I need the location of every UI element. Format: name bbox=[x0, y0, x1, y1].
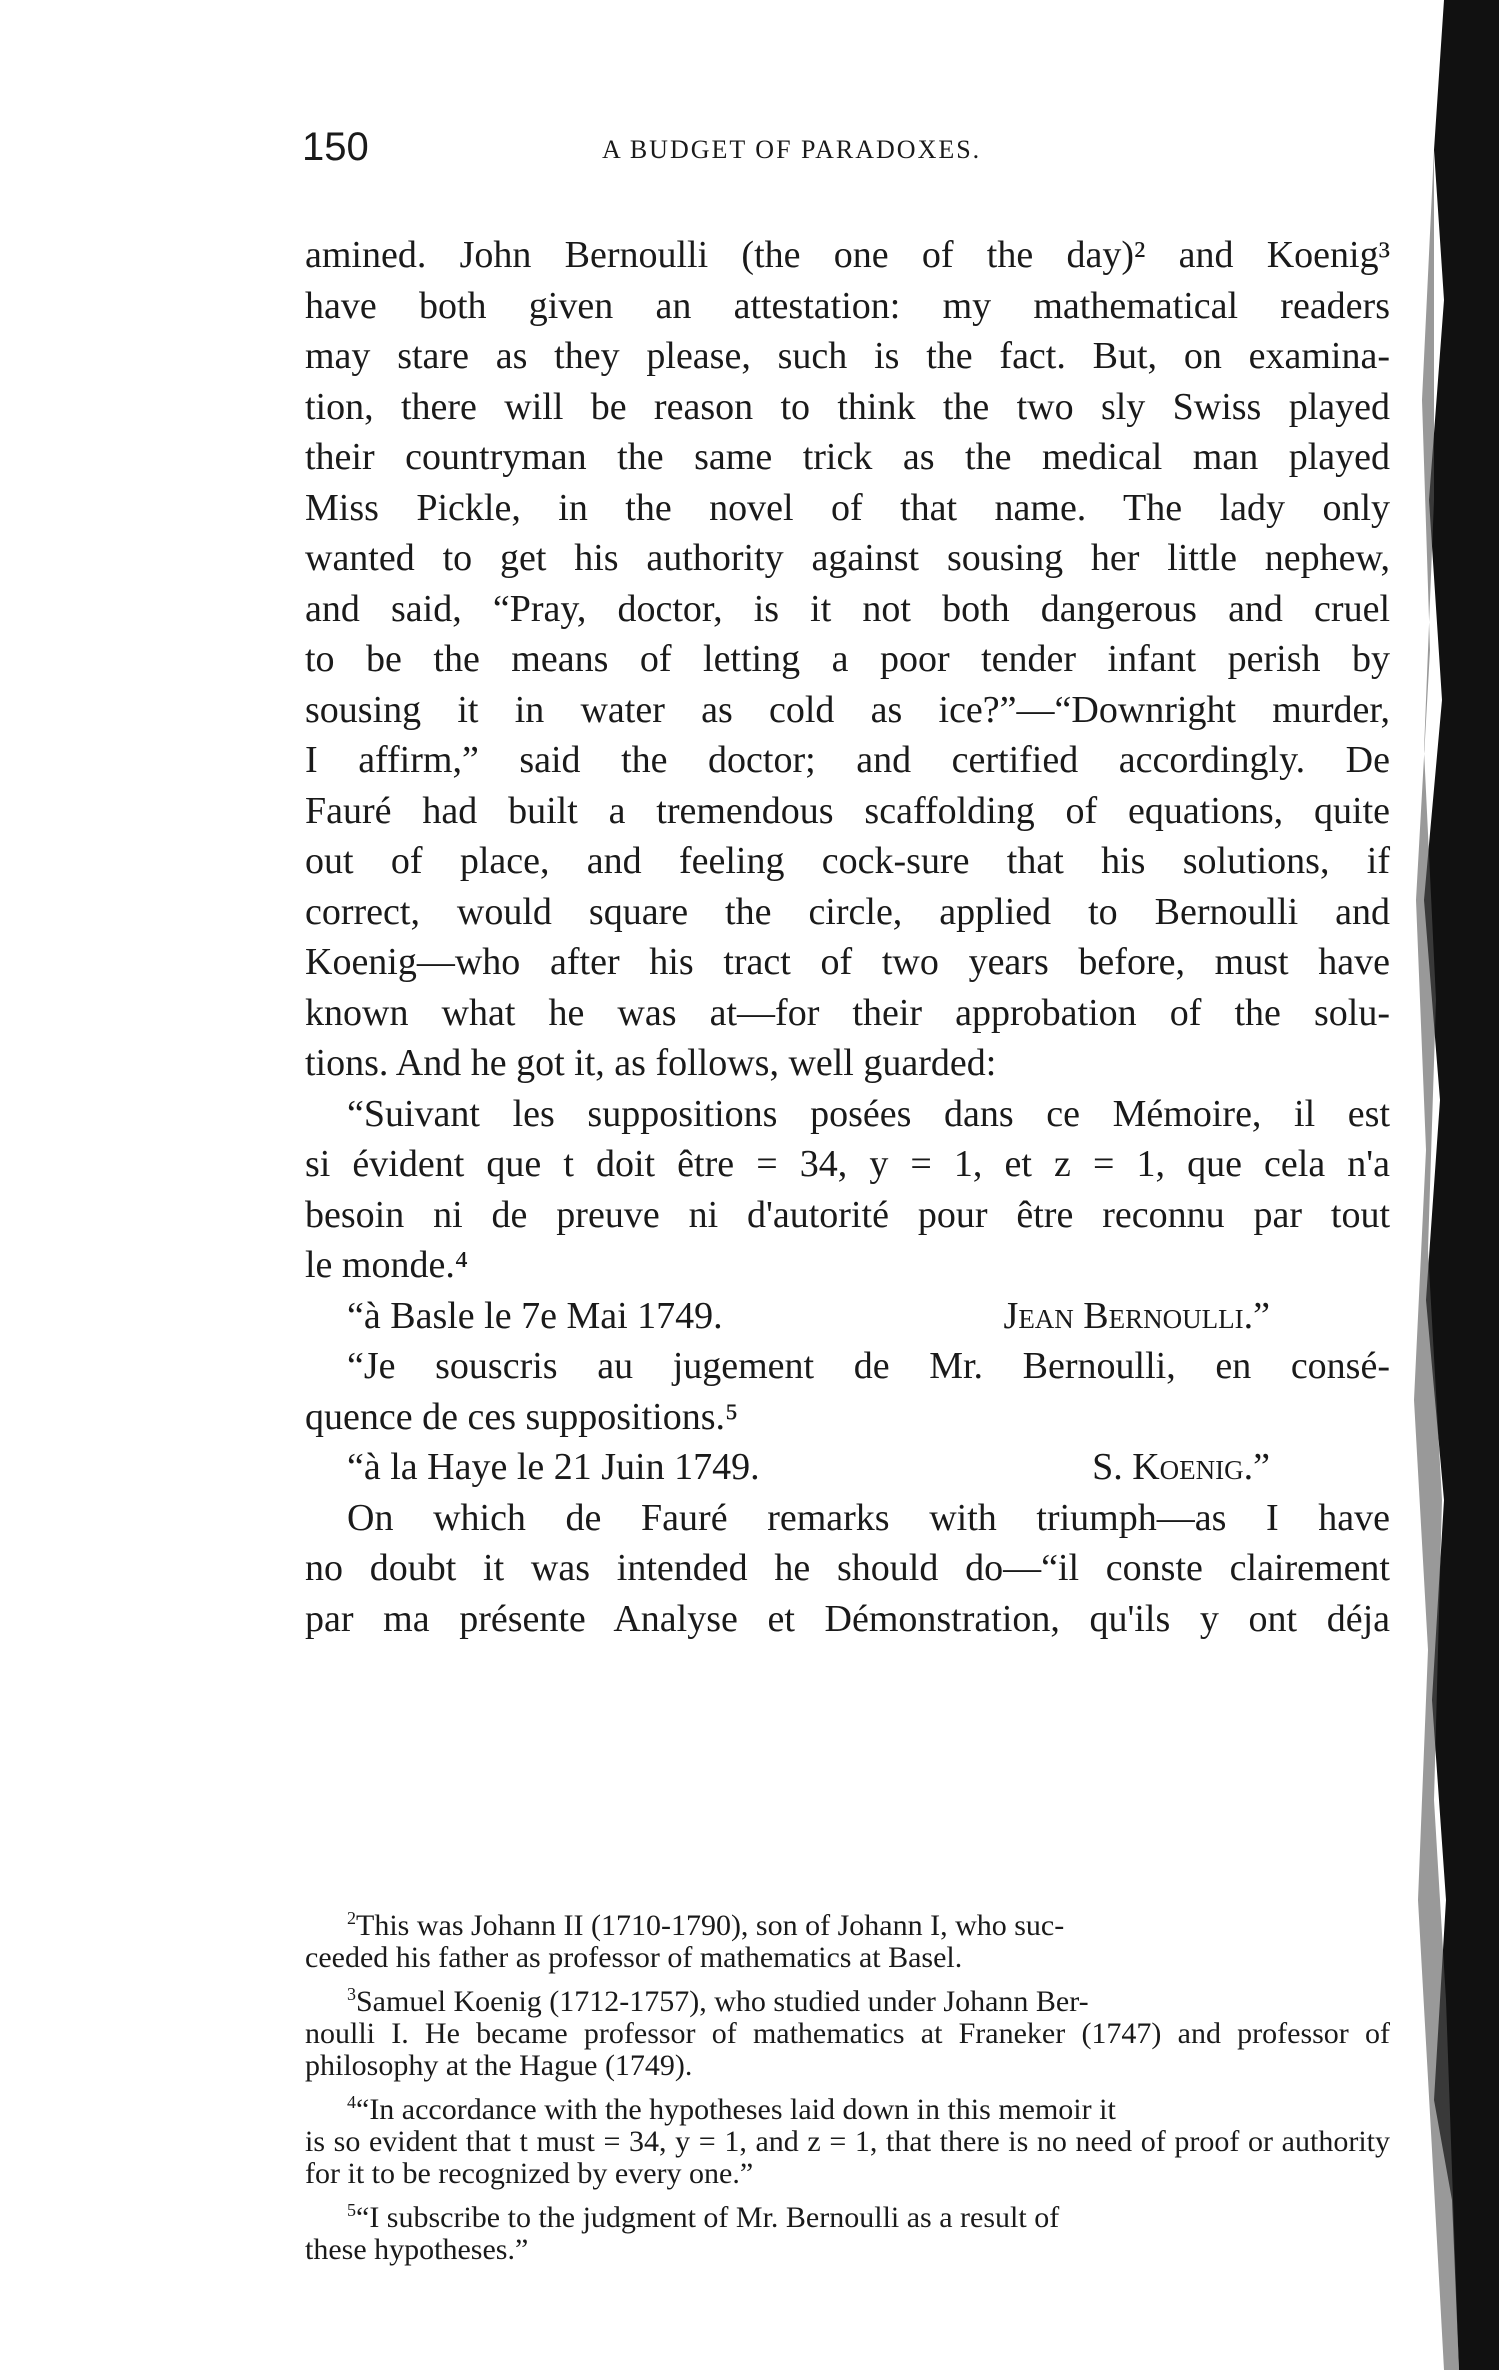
signature-place: “à Basle le 7e Mai 1749. bbox=[347, 1294, 723, 1337]
signature-place: “à la Haye le 21 Juin 1749. bbox=[347, 1446, 760, 1488]
text-line: par ma présente Analyse et Démonstration, qu'ils y ont déja bbox=[305, 1597, 1390, 1640]
text-line: correct, would square the circle, applied to Bernoulli and bbox=[305, 890, 1390, 933]
footnote-text: these hypotheses.” bbox=[305, 2233, 529, 2266]
footnote-text: Samuel Koenig (1712-1757), who studied under Johann Ber- bbox=[356, 1985, 1089, 2018]
text-line: tion, there will be reason to think the two sly Swiss played bbox=[305, 385, 1390, 428]
text-line: “Je souscris au jugement de Mr. Bernoulli, en consé- bbox=[347, 1345, 1390, 1387]
text-line: no doubt it was intended he should do—“il conste clairement bbox=[305, 1547, 1390, 1589]
text-line: le monde.⁴ bbox=[305, 1244, 469, 1286]
footnote-text: is so evident that t must = 34, y = 1, and z = 1, that there is no need of proof or authority for it to be recognized by every one.” bbox=[305, 2125, 1390, 2190]
page-header bbox=[302, 125, 1402, 175]
signature-name: S. Koenig.” bbox=[1092, 1446, 1270, 1488]
text-line: and said, “Pray, doctor, is it not both dangerous and cruel bbox=[305, 587, 1390, 630]
text-line: have both given an attestation: my mathematical readers bbox=[305, 284, 1390, 327]
text-line: On which de Fauré remarks with triumph—as I have bbox=[347, 1496, 1390, 1539]
text-line: may stare as they please, such is the fact. But, on examina- bbox=[305, 335, 1390, 377]
text-line: tions. And he got it, as follows, well guarded: bbox=[305, 1042, 997, 1084]
text-line: quence de ces suppositions.⁵ bbox=[305, 1395, 739, 1438]
text-line: si évident que t doit être = 34, y = 1, et z = 1, que cela n'a bbox=[305, 1143, 1390, 1185]
footnote-text: noulli I. He became professor of mathematics at Franeker (1747) and professor of philosophy at the Hague (1749). bbox=[305, 2017, 1390, 2082]
text-line: wanted to get his authority against sousing her little nephew, bbox=[305, 537, 1390, 579]
footnote bbox=[305, 2202, 1390, 2266]
text-line: amined. John Bernoulli (the one of the day)² and Koenig³ bbox=[305, 234, 1390, 276]
signature-koenig bbox=[305, 1442, 1390, 1493]
footnote-mark: 4 bbox=[347, 2092, 356, 2112]
footnote-text: ceeded his father as professor of mathematics at Basel. bbox=[305, 1941, 963, 1974]
running-head: A BUDGET OF PARADOXES. bbox=[602, 135, 982, 164]
text-line: besoin ni de preuve ni d'autorité pour être reconnu par tout bbox=[305, 1193, 1390, 1236]
footnote-mark: 2 bbox=[347, 1908, 356, 1928]
text-line: their countryman the same trick as the medical man played bbox=[305, 436, 1390, 478]
footnotes bbox=[305, 1910, 1390, 2278]
footnote bbox=[305, 1910, 1390, 1974]
text-line: out of place, and feeling cock-sure that his solutions, if bbox=[305, 840, 1390, 882]
signature-name: Jean Bernoulli.” bbox=[1003, 1294, 1270, 1337]
text-line: Koenig—who after his tract of two years before, must have bbox=[305, 941, 1390, 983]
text-line: I affirm,” said the doctor; and certified accordingly. De bbox=[305, 739, 1390, 781]
scanned-binding-edge bbox=[1404, 0, 1499, 2370]
footnote-text: “I subscribe to the judgment of Mr. Bernoulli as a result of bbox=[356, 2201, 1060, 2234]
footnote-mark: 3 bbox=[347, 1984, 356, 2004]
text-line: sousing it in water as cold as ice?”—“Downright murder, bbox=[305, 688, 1390, 731]
text-line: Fauré had built a tremendous scaffolding of equations, quite bbox=[305, 789, 1390, 832]
text-line: known what he was at—for their approbation of the solu- bbox=[305, 991, 1390, 1034]
text-line: Miss Pickle, in the novel of that name. The lady only bbox=[305, 486, 1390, 529]
body-text bbox=[305, 230, 1390, 1644]
footnote-text: This was Johann II (1710-1790), son of Johann I, who suc- bbox=[356, 1909, 1065, 1942]
footnote bbox=[305, 1986, 1390, 2082]
footnote bbox=[305, 2094, 1390, 2190]
text-line: “Suivant les suppositions posées dans ce Mémoire, il est bbox=[347, 1092, 1390, 1135]
signature-bernoulli bbox=[305, 1291, 1390, 1342]
footnote-text: “In accordance with the hypotheses laid down in this memoir it bbox=[356, 2093, 1116, 2126]
page-number: 150 bbox=[302, 125, 369, 169]
text-line: to be the means of letting a poor tender infant perish by bbox=[305, 638, 1390, 680]
footnote-mark: 5 bbox=[347, 2200, 356, 2220]
